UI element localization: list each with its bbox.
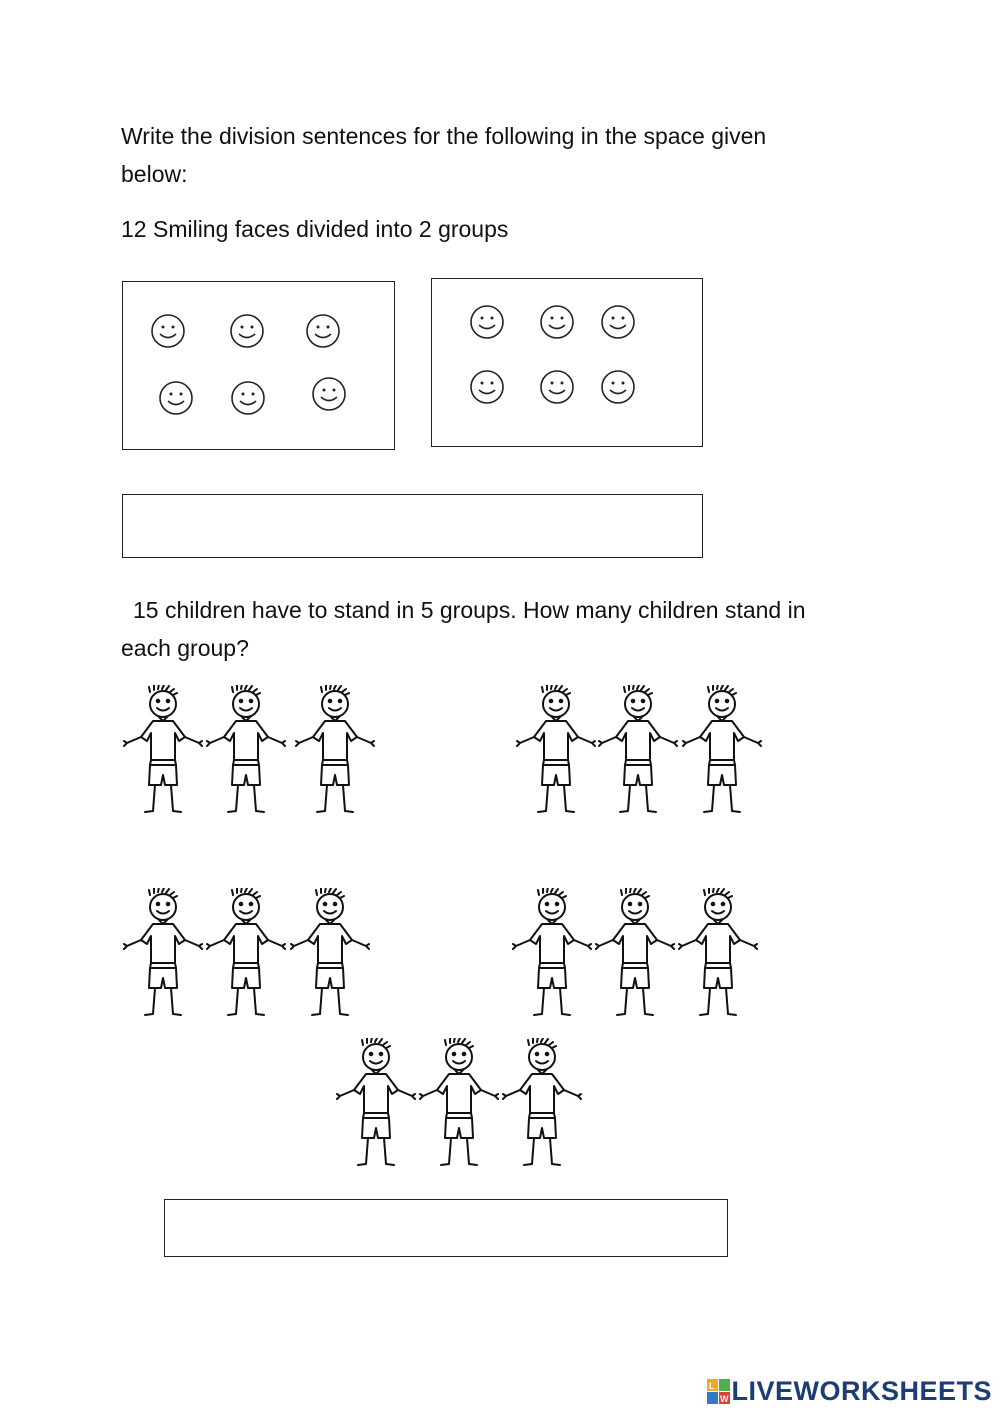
smiley-group-1 bbox=[122, 281, 395, 450]
smiley-face-icon bbox=[305, 313, 341, 349]
smiley-face-icon bbox=[600, 304, 636, 340]
stick-child-icon bbox=[512, 888, 592, 1020]
smiley-face-icon bbox=[469, 369, 505, 405]
question2-prompt-line2: each group? bbox=[121, 635, 249, 661]
brand-name: LIVEWORKSHEETS bbox=[731, 1376, 992, 1406]
smiley-face-icon bbox=[469, 304, 505, 340]
liveworksheets-badge-icon bbox=[707, 1379, 731, 1405]
smiley-face-icon bbox=[229, 313, 265, 349]
instructions-line1: Write the division sentences for the following in the space given bbox=[121, 123, 767, 149]
stick-child-icon bbox=[206, 685, 286, 817]
stick-child-icon bbox=[678, 888, 758, 1020]
smiley-face-icon bbox=[230, 380, 266, 416]
smiley-face-icon bbox=[150, 313, 186, 349]
smiley-face-icon bbox=[539, 369, 575, 405]
stick-child-icon bbox=[598, 685, 678, 817]
stick-child-icon bbox=[516, 685, 596, 817]
stick-child-icon bbox=[123, 685, 203, 817]
smiley-face-icon bbox=[539, 304, 575, 340]
smiley-face-icon bbox=[600, 369, 636, 405]
smiley-group-2 bbox=[431, 278, 703, 447]
stick-child-icon bbox=[419, 1038, 499, 1170]
badge-letter-l: L bbox=[709, 1380, 715, 1391]
stick-child-icon bbox=[336, 1038, 416, 1170]
smiley-face-icon bbox=[158, 380, 194, 416]
liveworksheets-logo bbox=[707, 1376, 992, 1407]
stick-child-icon bbox=[502, 1038, 582, 1170]
stick-child-icon bbox=[295, 685, 375, 817]
stick-child-icon bbox=[682, 685, 762, 817]
answer-box-1[interactable] bbox=[122, 494, 703, 558]
stick-child-icon bbox=[595, 888, 675, 1020]
answer-box-2[interactable] bbox=[164, 1199, 728, 1257]
badge-letter-w: W bbox=[720, 1393, 729, 1404]
instructions-line2: below: bbox=[121, 161, 188, 187]
question2-prompt-line1: 15 children have to stand in 5 groups. How many children stand in bbox=[133, 597, 806, 623]
stick-child-icon bbox=[123, 888, 203, 1020]
smiley-face-icon bbox=[311, 376, 347, 412]
stick-child-icon bbox=[290, 888, 370, 1020]
question1-prompt: 12 Smiling faces divided into 2 groups bbox=[121, 216, 509, 242]
stick-child-icon bbox=[206, 888, 286, 1020]
